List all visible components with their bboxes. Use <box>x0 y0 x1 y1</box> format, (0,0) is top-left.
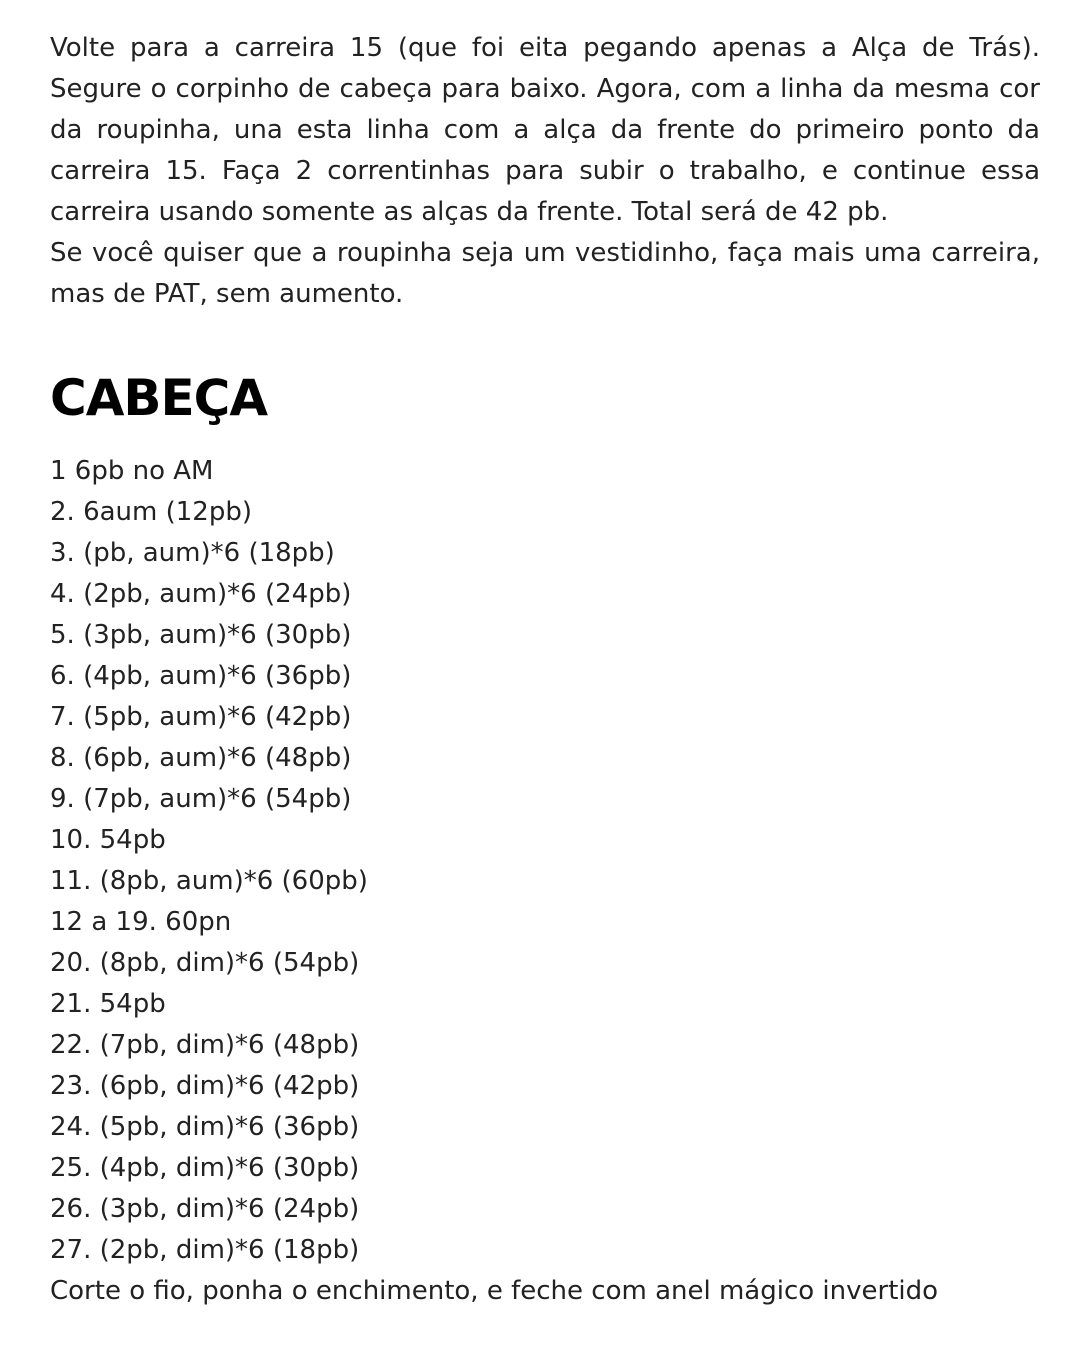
list-item: 25. (4pb, dim)*6 (30pb) <box>50 1153 360 1183</box>
intro-paragraph-2: Se você quiser que a roupinha seja um vestidinho, faça mais uma carreira, mas de PAT, sem aumento. <box>50 238 1040 309</box>
list-item: 8. (6pb, aum)*6 (48pb) <box>50 743 352 773</box>
section-heading: CABEÇA <box>50 369 268 427</box>
list-item: 22. (7pb, dim)*6 (48pb) <box>50 1030 360 1060</box>
list-item: 3. (pb, aum)*6 (18pb) <box>50 538 335 568</box>
closing-instruction: Corte o fio, ponha o enchimento, e feche com anel mágico invertido <box>50 1276 939 1306</box>
list-item: 24. (5pb, dim)*6 (36pb) <box>50 1112 360 1142</box>
list-item: 10. 54pb <box>50 825 166 855</box>
list-item: 20. (8pb, dim)*6 (54pb) <box>50 948 360 978</box>
pattern-page <box>50 28 1040 1306</box>
rounds-list <box>50 451 938 1312</box>
list-item: 1 6pb no AM <box>50 456 214 486</box>
list-item: 4. (2pb, aum)*6 (24pb) <box>50 579 352 609</box>
list-item: 23. (6pb, dim)*6 (42pb) <box>50 1071 360 1101</box>
list-item: 9. (7pb, aum)*6 (54pb) <box>50 784 352 814</box>
intro-paragraph-1: Volte para a carreira 15 (que foi eita pegando apenas a Alça de Trás). Segure o corpinho de cabeça para baixo. Agora, com a linha da mesma cor da roupinha, una esta linha com a alça da frente do primeiro ponto da carreira 15. Faça 2 correntinhas para subir o trabalho, e continue essa carreira usando somente as alças da frente. Total será de 42 pb. <box>50 33 1040 227</box>
list-item: 5. (3pb, aum)*6 (30pb) <box>50 620 352 650</box>
list-item: 6. (4pb, aum)*6 (36pb) <box>50 661 352 691</box>
list-item: 27. (2pb, dim)*6 (18pb) <box>50 1235 360 1265</box>
list-item: 11. (8pb, aum)*6 (60pb) <box>50 866 368 896</box>
list-item: 12 a 19. 60pn <box>50 907 232 937</box>
list-item: 7. (5pb, aum)*6 (42pb) <box>50 702 352 732</box>
intro-text <box>50 28 1040 315</box>
list-item: 21. 54pb <box>50 989 166 1019</box>
list-item: 2. 6aum (12pb) <box>50 497 252 527</box>
list-item: 26. (3pb, dim)*6 (24pb) <box>50 1194 360 1224</box>
